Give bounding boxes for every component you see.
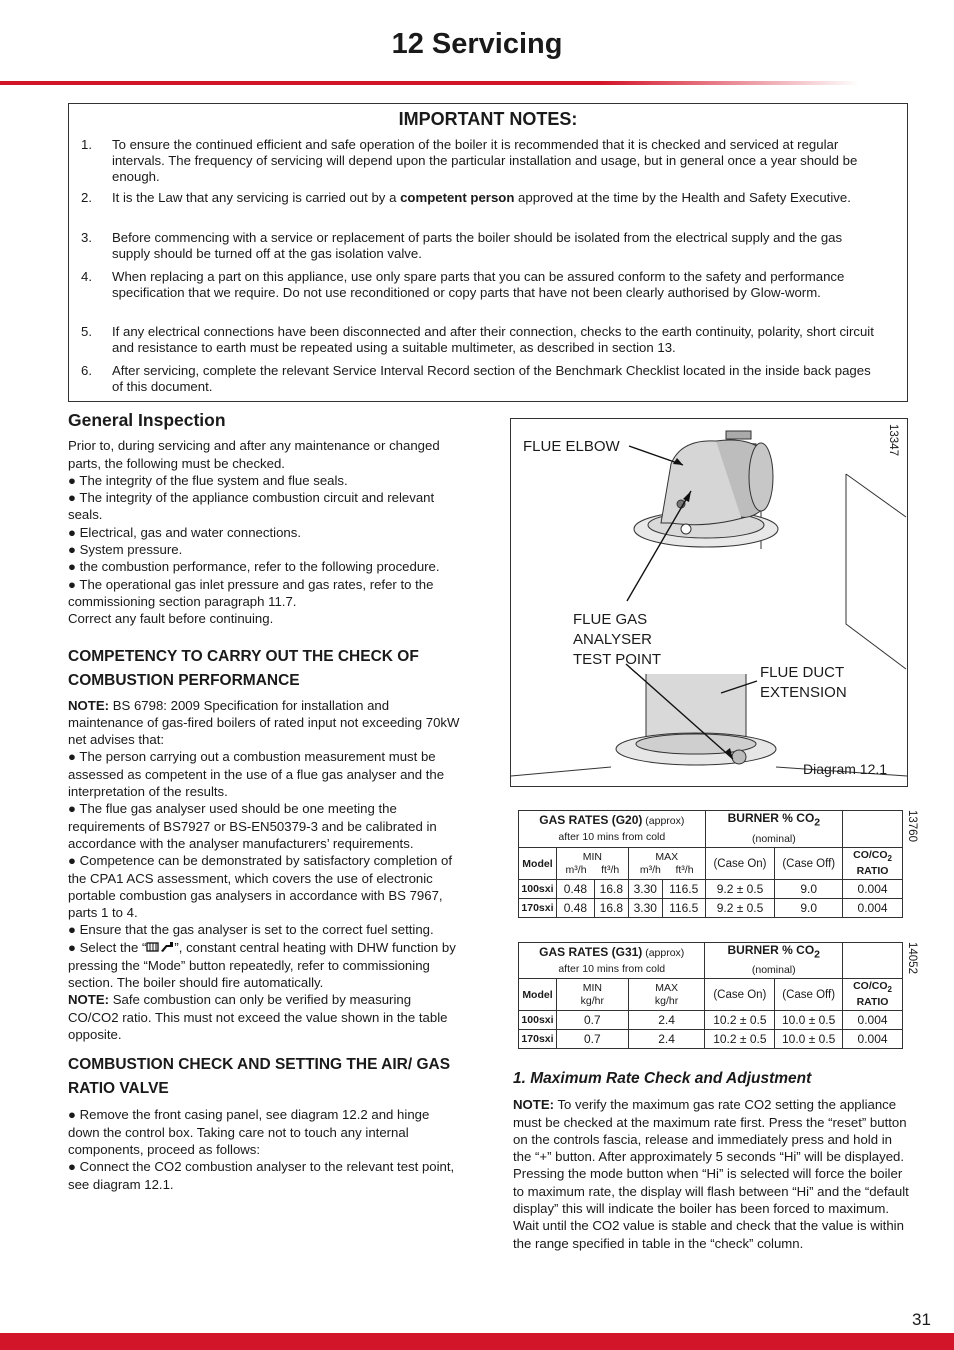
diagram-caption: Diagram 12.1 [803, 761, 888, 777]
gi-text: Prior to, during servicing and after any maintenance or changed parts, the following must be checked. ● The integrity of the flue system and flue seals. ● The integrity of the appliance combustion circuit and relevant seals. ● Electrical, gas and water connections. ● System pressure. ● the combustion performance, refer to the following procedure. ● The operational gas inlet pressure and gas rates, refer to the commissioning section paragraph 11.7. Correct any fault before continuing. [68, 438, 440, 627]
table-row: 170sxi 0.7 2.4 10.2 ± 0.5 10.0 ± 0.5 0.004 [519, 1030, 903, 1049]
note-item: 3. Before commencing with a service or replacement of parts the boiler should be isolated from the electrical supply and the gas supply should be turned off at the gas isolation valve. [81, 230, 843, 261]
note-item: 4. When replacing a part on this appliance, use only spare parts that you can be assured conform to the safety and performance specification that we require. Do not use reconditioned or copy parts that have not been clearly authorised by Glow-worm. [81, 269, 845, 300]
notes-heading: IMPORTANT NOTES: [398, 109, 578, 129]
page-number: 31 [912, 1310, 931, 1329]
table-g31-reference: 14052 [906, 942, 918, 974]
flue-duct-extension-label: FLUE DUCT EXTENSION [760, 664, 847, 701]
footer-bar [0, 1333, 954, 1350]
table-g20-reference: 13760 [906, 810, 918, 842]
competency-heading: COMPETENCY TO CARRY OUT THE CHECK OF COMBUSTION PERFORMANCE [68, 647, 419, 689]
combustion-text: ● Remove the front casing panel, see diagram 12.2 and hinge down the control box. Taking care not to touch any internal components, proceed as follows: ● Connect the CO2 combustion analyser to the relevant test point, see diagram 12.1. [68, 1107, 455, 1192]
note-item: 2. It is the Law that any servicing is carried out by a competent person approved at the time by the Health and Safety Executive. [81, 190, 851, 205]
radiator-tap-icon [146, 940, 174, 957]
gas-rates-g31-table: GAS RATES (G31) (approx) after 10 mins from cold BURNER % $CO_2$ (nominal) Model MIN kg/hr MAX kg/hr (Case On) (Case Off) $CO/CO_2$ RATIO 100sxi 0.7 2.4 10.2 ± 0.5 10.0 ± 0.5 0.004 170sxi 0.7 2.4 10.2 ± 0.5 10.0 ± 0.5 0.004 [518, 942, 903, 1049]
header-rule [0, 81, 860, 85]
note-item: 6. After servicing, complete the relevant Service Interval Record section of the Benchmark Checklist located in the inside back pages of this document. [81, 363, 871, 394]
flue-illustration [511, 419, 907, 786]
diagram-reference: 13347 [887, 424, 899, 456]
right-column [513, 1070, 909, 1252]
gas-rates-g20-table: GAS RATES (G20) (approx) after 10 mins from cold BURNER % $CO_2$ (nominal) Model MIN m³/h ft³/h MAX m³/h ft³/h (Case On) (Case Off) $CO/CO_2$ RATIO 100sxi 0.48 16.8 3.30 116.5 9.2 ± 0.5 9.0 0.004 170sxi 0.48 16.8 3.30 116.5 9.2 ± 0.5 9.0 0.004 [518, 810, 903, 918]
note-item: 5. If any electrical connections have been disconnected and after their connection, checks to the earth continuity, polarity, short circuit and resistance to earth must be repeated using a suitable multimeter, as described in section 13. [81, 324, 874, 355]
important-notes-box [68, 103, 908, 402]
table-row: 170sxi 0.48 16.8 3.30 116.5 9.2 ± 0.5 9.0 0.004 [519, 899, 903, 918]
analyser-test-point-label: FLUE GAS ANALYSER TEST POINT [573, 611, 662, 668]
max-rate-heading: 1. Maximum Rate Check and Adjustment [513, 1070, 812, 1087]
competency-text: NOTE: BS 6798: 2009 Specification for installation and maintenance of gas-fired boilers of rated input not exceeding 70kW net advises that: ● The person carrying out a combustion measurement must be assessed as competent in the use of a flue gas analyser and the interpretation of the results. ● The flue gas analyser used should be one meeting the requirements of BS7927 or BS-EN50379-3 and be calibrated in accordance with the analyser manufacturers’ requirements. ● Competence can be demonstrated by satisfactory completion of the CPA1 ACS assessment, which covers the use of electronic portable combustion gas analysers in accordance with BS 7967, parts 1 to 4. ● Ensure that the gas analyser is set to the correct fuel setting. ● Select the “ ”, constant central heating with DHW function by pressing the “Mode” button repeatedly, refer to commissioning section. The boiler should fire automatically. NOTE: Safe combustion can only be verified by measuring CO/CO2 ratio. This must not exceed the value shown in the table opposite. [68, 697, 460, 1043]
max-rate-text: NOTE: To verify the maximum gas rate CO2 setting the appliance must be checked at the maximum rate first. Press the “reset” button on the controls fascia, release and immediately press and hold in the “+” button. After approximately 5 seconds “Hi” will be displayed. Pressing the mode button when “Hi” is selected will force the boiler to maximum rate, the display will flash between “Hi” and the “default display” this will indicate the boiler has been forced to maximum. Wait until the CO2 value is stable and check that the value is within the range specified in table in the “check” column. [513, 1097, 909, 1251]
diagram-12-1 [510, 418, 908, 787]
flue-elbow-label: FLUE ELBOW [523, 438, 620, 455]
table-row: 100sxi 0.48 16.8 3.30 116.5 9.2 ± 0.5 9.0 0.004 [519, 880, 903, 899]
combustion-check-heading: COMBUSTION CHECK AND SETTING THE AIR/ GAS RATIO VALVE [68, 1056, 451, 1098]
table-row: 100sxi 0.7 2.4 10.2 ± 0.5 10.0 ± 0.5 0.004 [519, 1011, 903, 1030]
note-item: 1. To ensure the continued efficient and safe operation of the boiler it is recommended that it is checked and serviced at regular intervals. The frequency of servicing will depend upon the particular installation and usage, but in general once a year should be enough. [81, 137, 858, 184]
competent-person-emphasis: competent person [400, 190, 515, 205]
left-column [68, 412, 464, 1193]
general-inspection-heading: General Inspection [68, 410, 226, 430]
page-title: 12 Servicing [391, 28, 563, 60]
